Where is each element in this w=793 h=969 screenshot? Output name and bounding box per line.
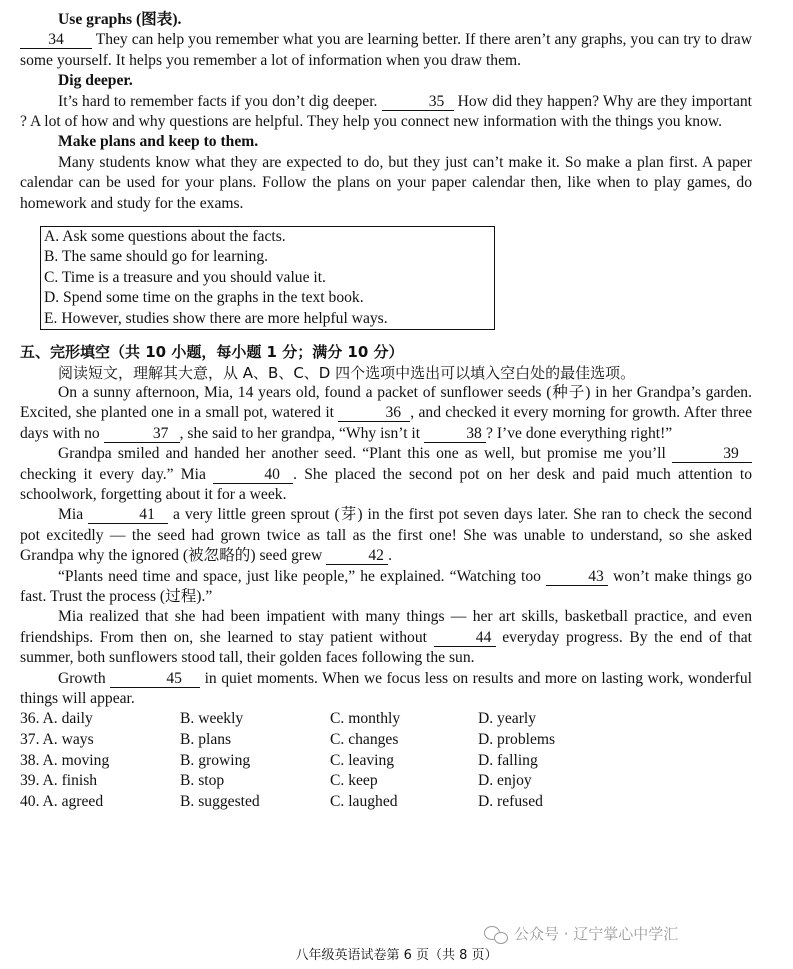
- p2-text-c: . She placed the second pot on her desk and paid much attention to schoolwork, forgetting about it for a week.: [20, 465, 752, 503]
- p1-text-d: ? I’ve done everything right!”: [486, 424, 673, 442]
- graphs-text: They can help you remember what you are learning better. If there aren’t any graphs, you can try to draw some yourself. It helps you remember a lot of information when you draw them.: [20, 31, 752, 69]
- blank-39: 39: [672, 445, 752, 463]
- dig-text-2: How did they happen? Why are they important ? A lot of how and why questions are helpful. They help you connect new information with the things you know.: [20, 92, 752, 131]
- choice-c: C. Time is a treasure and you should value it.: [44, 268, 326, 286]
- choice-a: A. Ask some questions about the facts.: [44, 228, 286, 246]
- option-37-b: B. plans: [180, 731, 232, 748]
- blank-43: 43: [546, 568, 608, 586]
- blank-41: 41: [88, 506, 168, 524]
- blank-37: 37: [104, 425, 180, 443]
- option-39-a: 39. A. finish: [20, 772, 98, 790]
- p4-text-b: won’t make things go fast. Trust the process (过程).”: [20, 567, 752, 605]
- choice-b: B. The same should go for learning.: [44, 248, 269, 266]
- dig-heading: Dig deeper.: [58, 72, 133, 90]
- blank-35: 35: [382, 93, 454, 111]
- dig-paragraph: [20, 92, 752, 133]
- option-37-c: C. changes: [330, 731, 399, 748]
- option-40-a: 40. A. agreed: [20, 792, 104, 810]
- option-38-c: C. leaving: [330, 751, 395, 769]
- cloze-section-title: 五、完形填空（共 10 小题，每小题 1 分；满分 10 分）: [20, 343, 404, 362]
- plans-heading: Make plans and keep to them.: [58, 133, 259, 151]
- blank-42: 42: [326, 547, 388, 565]
- p6-text-b: in quiet moments. When we focus less on results and more on lasting work, wonderful things will appear.: [20, 669, 752, 707]
- option-36-b: B. weekly: [180, 710, 244, 728]
- option-38-d: D. falling: [478, 751, 538, 769]
- blank-45: 45: [110, 670, 200, 688]
- p2-text-a: Grandpa smiled and handed her another seed. “Plant this one as well, but promise me you’ll: [58, 445, 672, 463]
- option-36-d: D. yearly: [478, 710, 537, 728]
- choice-e: E. However, studies show there are more helpful ways.: [44, 309, 388, 327]
- cloze-paragraph-2: [20, 444, 752, 505]
- option-37-a: 37. A. ways: [20, 731, 94, 748]
- option-37-d: D. problems: [478, 731, 556, 748]
- option-38-a: 38. A. moving: [20, 751, 110, 769]
- p5-text-b: everyday progress. By the end of that summer, both sunflowers stood tall, their golden faces following the sun.: [20, 628, 752, 667]
- p5-text-a: Mia realized that she had been impatient with many things — her art skills, basketball practice, and even friendships. From then on, she learned to stay patient without: [20, 608, 752, 646]
- blank-44: 44: [434, 629, 496, 647]
- p1-text-b: , and checked it every morning for growth. After three days with no: [20, 404, 752, 442]
- cloze-instruction: 阅读短文，理解其大意，从 A、B、C、D 四个选项中选出可以填入空白处的最佳选项。: [58, 363, 636, 382]
- option-40-d: D. refused: [478, 792, 543, 810]
- p3-text-b: a very little green sprout (芽) in the first pot seven days later. She ran to check the second pot excitedly — the seed had grown twice as tall as the first one! She was unable to understand, so she asked Grandpa why the ignored (被忽略的) seed grew: [20, 506, 752, 565]
- blank-36: 36: [338, 404, 410, 422]
- graphs-paragraph: [20, 30, 752, 71]
- exam-page: [20, 10, 752, 812]
- cloze-paragraph-3: [20, 505, 752, 566]
- option-36-a: 36. A. daily: [20, 710, 93, 728]
- option-38-b: B. growing: [180, 751, 251, 769]
- option-40-c: C. laughed: [330, 792, 398, 810]
- watermark-text: 公众号 · 辽宁掌心中学汇: [514, 925, 679, 943]
- wechat-icon: [484, 924, 510, 944]
- choices-box: [40, 226, 495, 330]
- blank-34: 34: [20, 31, 92, 49]
- dig-text-1: It’s hard to remember facts if you don’t dig deeper.: [58, 92, 382, 110]
- p4-text-a: “Plants need time and space, just like people,” he explained. “Watching too: [58, 567, 547, 585]
- answer-options: [20, 709, 752, 812]
- plans-paragraph: Many students know what they are expected to do, but they just can’t make it. So make a plan first. A paper calendar can be used for your plans. Follow the plans on your paper calendar then, like when to play games, do homework and study for the exams.: [20, 153, 752, 212]
- cloze-paragraph-4: [20, 567, 752, 608]
- choice-d: D. Spend some time on the graphs in the text book.: [44, 289, 364, 307]
- option-39-d: D. enjoy: [478, 772, 532, 790]
- option-39-b: B. stop: [180, 772, 225, 790]
- cloze-paragraph-1: [20, 383, 752, 444]
- blank-38: 38: [424, 425, 486, 443]
- option-39-c: C. keep: [330, 772, 378, 790]
- p1-text-a: On a sunny afternoon, Mia, 14 years old, found a packet of sunflower seeds (种子) in her Grandpa’s garden. Excited, she planted one in a small pot, watered it: [20, 383, 752, 422]
- option-40-b: B. suggested: [180, 792, 260, 810]
- p6-text-a: Growth: [58, 669, 111, 687]
- cloze-paragraph-5: [20, 607, 752, 668]
- option-36-c: C. monthly: [330, 710, 401, 728]
- p3-text-c: .: [388, 547, 393, 565]
- watermark: [484, 924, 678, 944]
- page-footer: 八年级英语试卷第 6 页（共 8 页）: [295, 948, 498, 963]
- p3-text-a: Mia: [58, 506, 89, 524]
- cloze-paragraph-6: [20, 669, 752, 710]
- p1-text-c: , she said to her grandpa, “Why isn’t it: [179, 424, 425, 442]
- p2-text-b: checking it every day.” Mia: [20, 465, 214, 483]
- blank-40: 40: [213, 466, 293, 484]
- graphs-heading: Use graphs (图表).: [58, 11, 182, 28]
